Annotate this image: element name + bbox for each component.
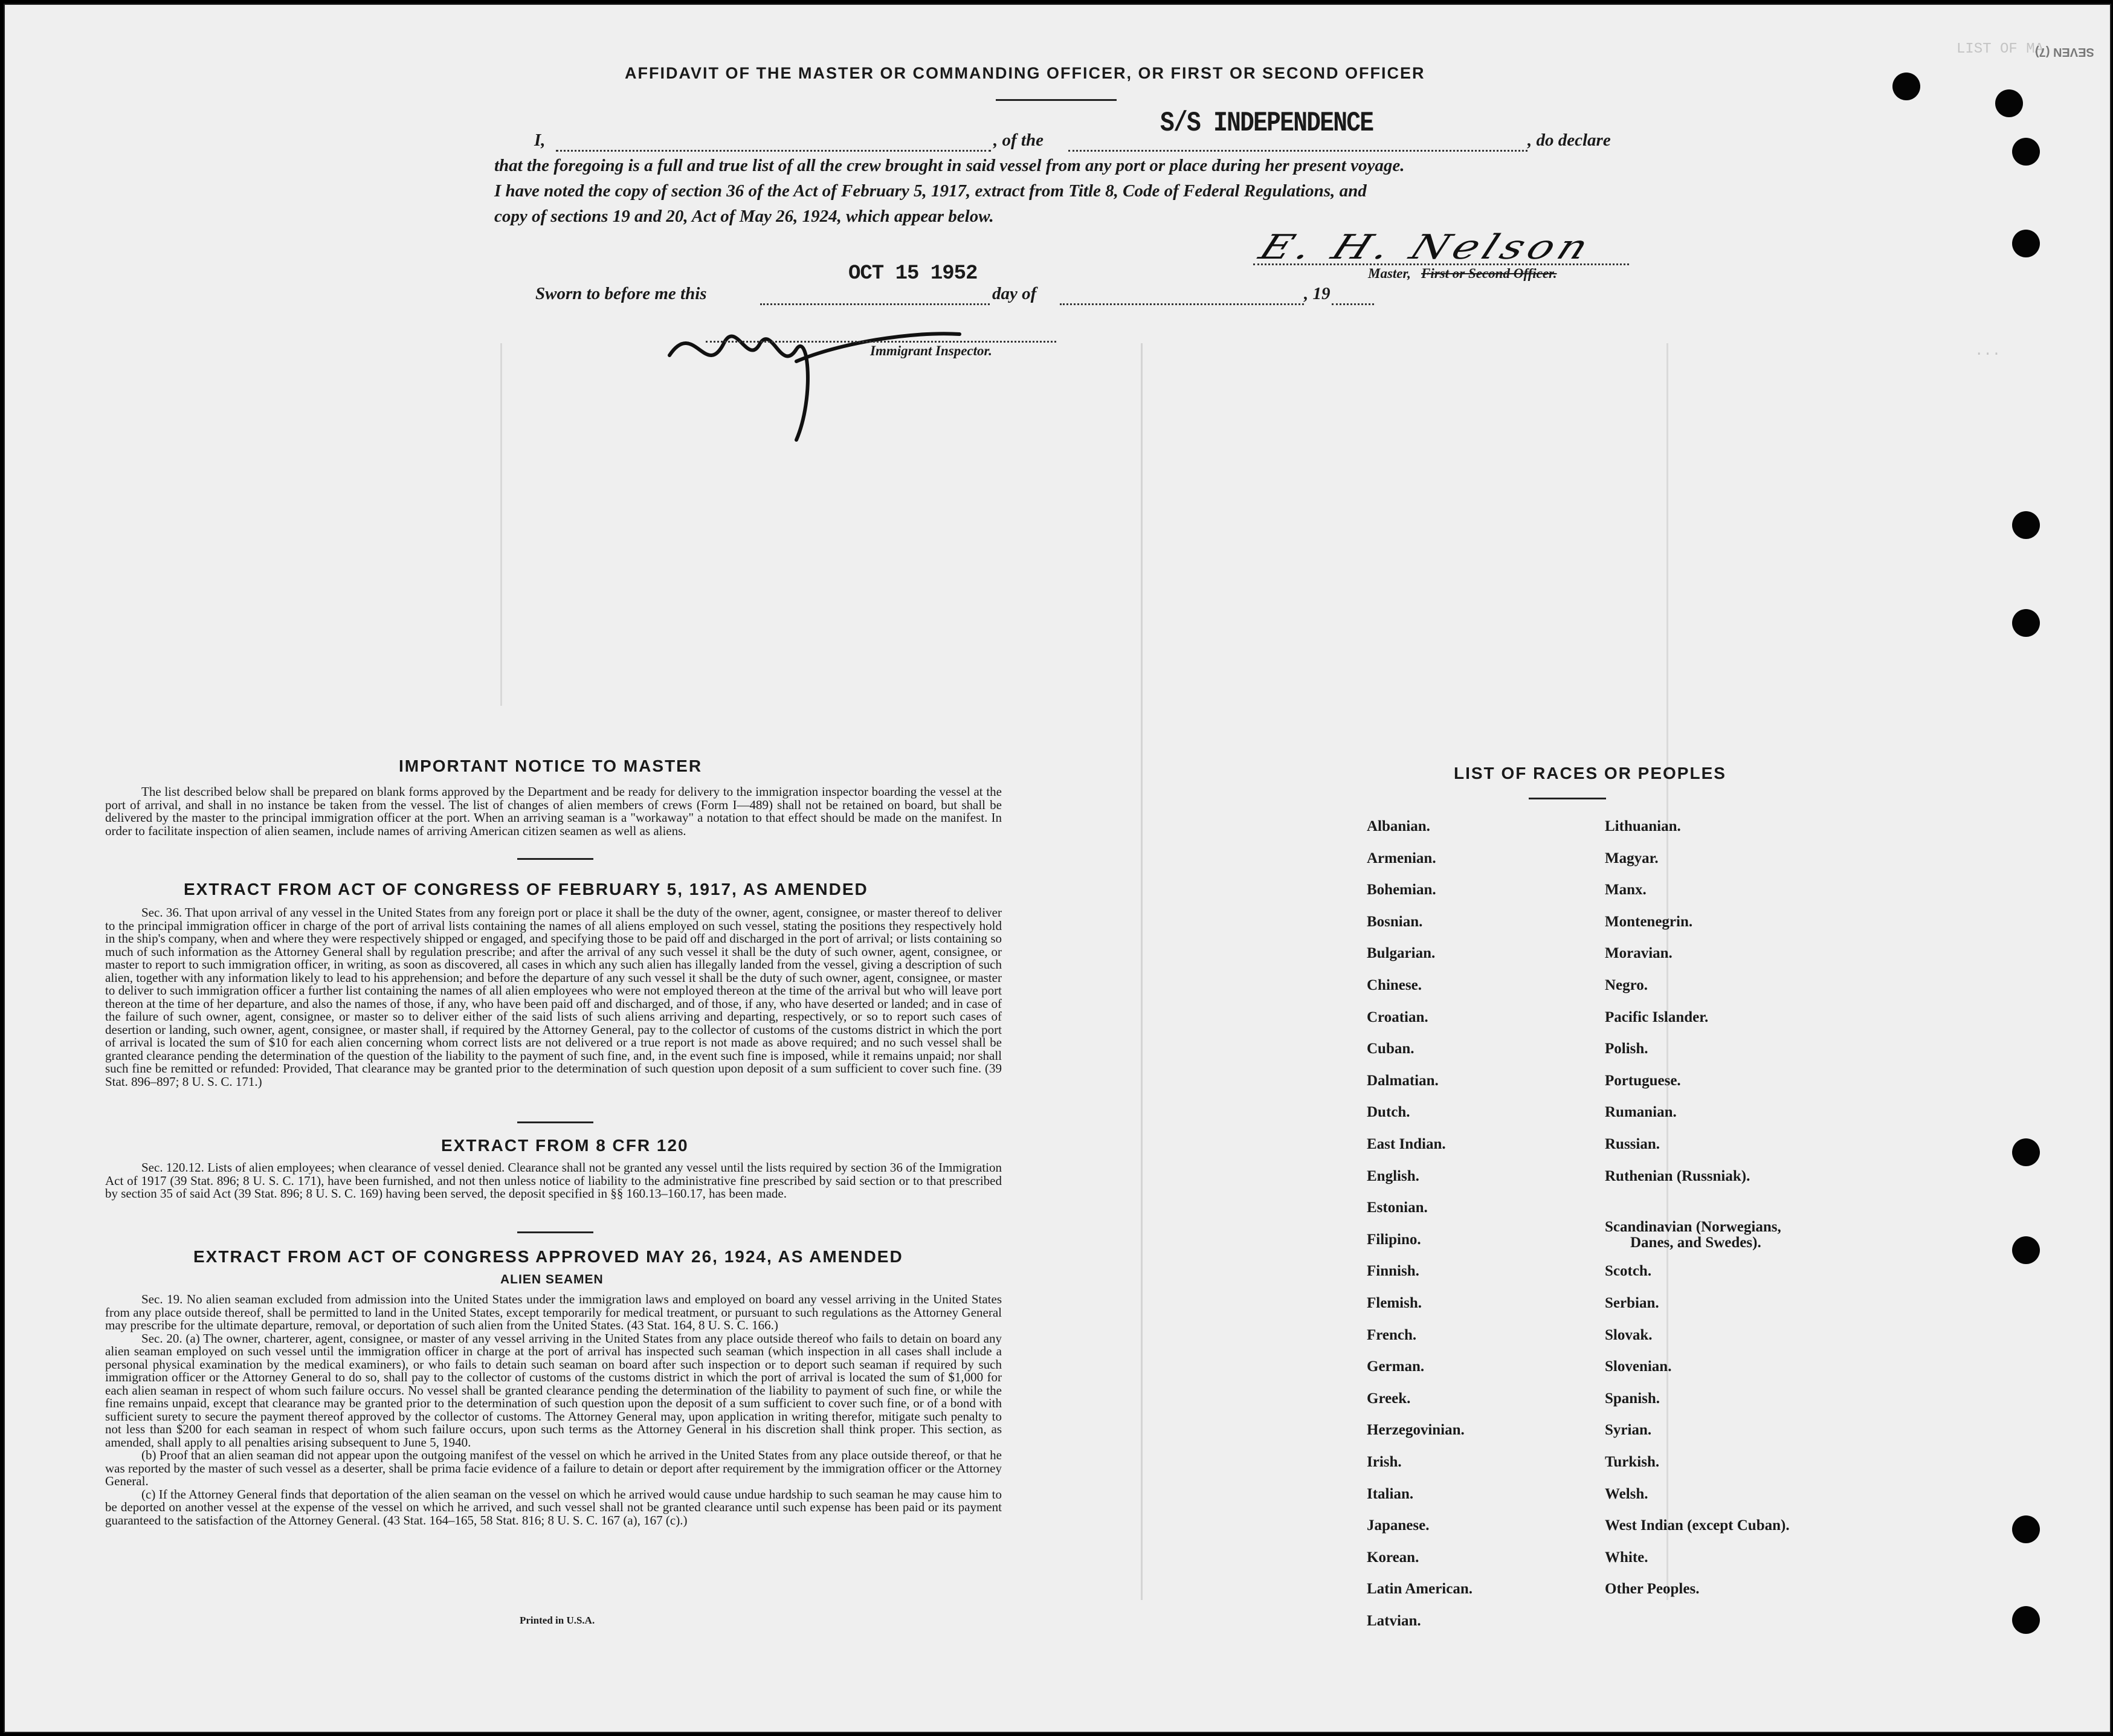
race-item: Latin American. [1367, 1581, 1473, 1598]
race-item: Armenian. [1367, 850, 1436, 866]
section-20c-text: (c) If the Attorney General finds that deportation of the alien seaman on the vessel on which he arrived would cause undue hardship to such seaman he may cause him to be deported on another vessel at the expense of the vessel on which he arrived, and such vessel shall not be granted clearance until such expense has been paid or its payment guaranteed to the satisfaction of the Attorney General. (43 Stat. 164–165, 58 Stat. 816; 8 U. S. C. 167 (a), 167 (c).) [105, 1486, 1002, 1528]
affidavit-line2: that the foregoing is a full and true list of all the crew brought in said vessel from any port or place during her present voyage. [494, 156, 1405, 175]
race-item: German. [1367, 1358, 1425, 1375]
date-stamp: OCT 15 1952 [848, 262, 978, 285]
title-rule [996, 99, 1117, 101]
race-item: Turkish. [1605, 1454, 1660, 1470]
race-item: Portuguese. [1605, 1072, 1681, 1089]
extract-1924-body [105, 1293, 1002, 1527]
extract-1924-title: EXTRACT FROM ACT OF CONGRESS APPROVED MAY 26, 1924, AS AMENDED [193, 1247, 903, 1266]
race-item: Greek. [1367, 1390, 1411, 1407]
cfr-body [105, 1161, 1002, 1201]
race-item: Japanese. [1367, 1517, 1430, 1534]
affidavit-line4: copy of sections 19 and 20, Act of May 26, 1924, which appear below. [494, 207, 994, 226]
binder-hole [2012, 511, 2040, 539]
races-rule [1529, 798, 1606, 799]
extract-1917-body [105, 906, 1002, 1088]
notice-text: The list described below shall be prepared on blank forms approved by the Department and be ready for delivery to the immigration inspector boarding the vessel at the port of arrival, and shall in no instance be taken from the vessel. The list of changes of alien members of crews (Form I—489) shall not be retained on board, but shall be delivered by the master to the principal immigration officer at the port. When an arriving seaman is a "workaway" a notation to that effect should be made on the manifest. In order to facilitate inspection of alien seamen, include names of arriving American citizen seamen as well as aliens. [105, 784, 1002, 838]
document-page: LIST OF MA ... SEVEN (7) AFFIDAVIT OF THE MASTER OR COMMANDING OFFICER, OR FIRST OR SECOND OFFICER I, , of the S/S INDEPENDENCE , do declare that the foregoing is a full and true list of all the crew brought in said vessel from any port or place during her present voyage. I have noted the copy of section 36 of the Act of February 5, 1917, extract from Title 8, Code of Federal Regulations, and copy of sections 19 and 20, Act of May 26, 1924, which appear below. E. H. Nelson Master, First or Second Officer. Sworn to before me this OCT 15 1952 day of , 19 Immigrant Inspector. IMPORTANT NOTICE TO MASTER The list described below shall be prepared on blank forms approved by the Department and be ready for delivery to the immigration inspector boarding the vessel at the port of arrival, and shall in no instance be taken from the vessel. The list of changes of alien members of crews (Form I—489) shall not be retained on board, but shall be delivered by the master to the principal immigration officer at the port. When an arriving seaman is a "workaway" a notation to that effect should be made on the manifest. In order to facilitate inspection of alien seamen, include names of arriving American citizen seamen as well as aliens. EXTRACT FROM ACT OF CONGRESS OF FEBRUARY 5, 1917, AS AMENDED Sec. 36. That upon arrival of any vessel in the United States from any foreign port or place it shall be the duty of the owner, agent, consignee, or master thereof to deliver to the principal immigration officer in charge of the port of arrival lists containing the names of all aliens employed on such vessel, stating the positions they respectively hold in the ship's company, when and where they were respectively shipped or engaged, and specifying those to be paid off and discharged in the port of arrival; or lists containing so much of such information as the Attorney General shall by regulation prescribe; and after the arrival of any such vessel it shall be the duty of such owner, agent, consignee, or master to report to such immigration officer, in writing, as soon as discovered, all cases in which any such alien has illegally landed from the vessel, giving a description of such alien, together with any information likely to lead to his apprehension; and before the departure of any such vessel it shall be the duty of such owner, agent, consignee, or master to deliver to such immigration officer a further list containing the names of all alien employees who were not employed thereon at the time of the arrival but who will leave port thereon at the time of her departure, and also the names of those, if any, who have been paid off and discharged, and of those, if any, who have deserted or landed; and in case of the failure of such owner, agent, consignee, or master so to deliver either of the said lists of such aliens arriving and departing, respectively, or so to report such cases of desertion or landing, such owner, agent, consignee, or master shall, if required by the Attorney General, pay to the collector of customs of the customs district in which the port of arrival is located the sum of $10 for each alien concerning whom correct lists are not delivered or a true report is not made as above required; and no such vessel shall be granted clearance pending the determination of the question of the liability to the payment of such fine, and, in the event such fine is imposed, while it remains unpaid; nor shall such fine be remitted or refunded: Provided, That clearance may be granted prior to the determination of such question upon deposit of a sum sufficient to cover such fine. (39 Stat. 896–897; 8 U. S. C. 171.) EXTRACT FROM 8 CFR 120 Sec. 120.12. Lists of alien employees; when clearance of vessel denied. Clearance shall not be granted any vessel until the lists required by section 36 of the Immigration Act of 1917 (39 Stat. 896; 8 U. S. C. 171), have been furnished, and not then unless notice of liability to the administrative fine prescribed by said section or to that prescribed by section 35 of said Act (39 Stat. 896; 8 U. S. C. 169) having been served, the deposit specified in §§ 160.13–160.17, has been made. EXTRACT FROM ACT OF CONGRESS APPROVED MAY 26, 1924, AS AMENDED ALIEN SEAMEN Sec. 19. No alien seaman excluded from admission into the United States under the immigration laws and employed on board any vessel arriving in the United States from any place outside thereof, shall be permitted to land in the United States, except temporarily for medical treatment, or pursuant to such regulations as the Attorney General may prescribe for the ultimate departure, removal, or deportation of such alien from the United States. (43 Stat. 164, 8 U. S. C. 166.) Sec. 20. (a) The owner, charterer, agent, consignee, or master of any vessel arriving in the United States from any place outside thereof who fails to detain on board any alien seaman employed on such vessel until the immigration officer in charge at the port of arrival has inspected such seaman (which inspection in all cases shall include a personal physical examination by the medical examiners), or who fails to detain such seaman on board after such inspection or to deport such seaman if required by such immigration officer or the Attorney General to do so, shall pay to the collector of customs of the customs district in which the port of arrival is located the sum of $1,000 for each alien seaman in respect of whom such failure occurs. No vessel shall be granted clearance pending the determination of the liability to payment of such fine, or while the fine remains unpaid, except that clearance may be granted prior to the determination of such question upon the deposit of a sum sufficient to cover such fine, or of a bond with sufficient surety to secure the payment thereof approved by the collector of customs. The Attorney General may, upon application in writing therefor, mitigate such penalty to not less than $200 for each seaman in respect of whom such failure occurs, upon such terms as the Attorney General in his discretion shall think proper. This section, as amended, shall apply to all penalties arising subsequent to June 5, 1940. (b) Proof that an alien seaman did not appear upon the outgoing manifest of the vessel on which he arrived in the United States from any place outside thereof, or that he was reported by the master of such vessel as a deserter, shall be prima facie evidence of a failure to detain or deport after requirement by the immigration officer or the Attorney General. (c) If the Attorney General finds that deportation of the alien seaman on the vessel on which he arrived would cause undue hardship to such seaman he may cause him to be deported on another vessel at the expense of the vessel on which he arrived, and such vessel shall not be granted clearance until such expense has been paid or its payment guaranteed to the satisfaction of the Attorney General. (43 Stat. 164–165, 58 Stat. 816; 8 U. S. C. 167 (a), 167 (c).) Printed in U.S.A. LIST OF RACES OR PEOPLES Albanian. Armenian. Bohemian. Bosnian. Bulgarian. Chinese. Croatian. Cuban. Dalmatian. Dutch. East Indian. English. Estonian. Filipino. Finnish. Flemish. French. German. Greek. Herzegovinian. Irish. Italian. Japanese. Korean. Latin American. Latvian. Lithuanian. Magyar. Manx. Montenegrin. Moravian. Negro. Pacific Islander. Polish. Portuguese. Rumanian. Russian. Ruthenian (Russniak). Scandinavian (Norwegians, Danes, and Swedes). Scotch. Serbian. Slovak. Slovenian. Spanish. Syrian. Turkish. Welsh. West Indian (except Cuban). White. Other Peoples. [4, 4, 2111, 1733]
race-item: Cuban. [1367, 1041, 1415, 1057]
race-item: Dutch. [1367, 1104, 1410, 1121]
vessel-name: S/S INDEPENDENCE [1160, 108, 1373, 139]
binder-hole [2012, 1138, 2040, 1166]
notice-rule [517, 858, 593, 860]
race-item: French. [1367, 1326, 1417, 1343]
master-label: Master, [1368, 266, 1411, 281]
race-item: Rumanian. [1605, 1104, 1677, 1121]
race-item: Manx. [1605, 882, 1647, 899]
race-item: Ruthenian (Russniak). [1605, 1167, 1750, 1184]
race-item: Bosnian. [1367, 913, 1423, 930]
race-item: Bulgarian. [1367, 945, 1436, 962]
race-item: Scotch. [1605, 1263, 1652, 1280]
race-item: Slovak. [1605, 1326, 1653, 1343]
master-signature: E. H. Nelson [1253, 227, 1599, 267]
section-20a-text: Sec. 20. (a) The owner, charterer, agent, consignee, or master of any vessel arriving in the United States from any place outside thereof who fails to detain on board any alien seaman employed on such vessel until the immigration officer in charge at the port of arrival has inspected such seaman (which inspection in all cases shall include a personal physical examination by the medical examiners), or who fails to detain such seaman on board after such inspection or to deport such seaman if required by such immigration officer or the Attorney General to do so, shall pay to the collector of customs of the customs district in which the port of arrival is located the sum of $1,000 for each alien seaman in respect of whom such failure occurs. No vessel shall be granted clearance pending the determination of the liability to payment of such fine, or while the fine remains unpaid, except that clearance may be granted prior to the determination of such question upon the deposit of a sum sufficient to cover such fine, or of a bond with sufficient surety to secure the payment thereof approved by the collector of customs. The Attorney General may, upon application in writing therefor, mitigate such penalty to not less than $200 for each seaman in respect of whom such failure occurs, upon such terms as the Attorney General in his discretion shall think proper. This section, as amended, shall apply to all penalties arising subsequent to June 5, 1940. [105, 1331, 1002, 1450]
race-item: Finnish. [1367, 1263, 1419, 1280]
affidavit-i: I, [534, 131, 546, 150]
races-title: LIST OF RACES OR PEOPLES [1454, 764, 1726, 782]
binder-hole [2012, 1236, 2040, 1264]
race-item: Russian. [1605, 1136, 1660, 1152]
race-item: Croatian. [1367, 1008, 1428, 1025]
affidavit-declare: , do declare [1527, 131, 1611, 150]
corner-mark: SEVEN (7) [2035, 45, 2094, 59]
race-item: Slovenian. [1605, 1358, 1672, 1375]
race-item: Pacific Islander. [1605, 1008, 1709, 1025]
affidavit-title: AFFIDAVIT OF THE MASTER OR COMMANDING OFFICER, OR FIRST OR SECOND OFFICER [625, 64, 1425, 82]
race-item: Danes, and Swedes). [1630, 1234, 1761, 1251]
race-item: Spanish. [1605, 1390, 1660, 1407]
notice-body [105, 786, 1002, 837]
section-20b-text: (b) Proof that an alien seaman did not appear upon the outgoing manifest of the vessel on which he arrived in the United States from any place outside thereof, or that he was reported by the master of such vessel as a deserter, shall be prima facie evidence of a failure to detain or deport after requirement by the immigration officer or the Attorney General. [105, 1448, 1002, 1488]
race-item: Welsh. [1605, 1485, 1648, 1502]
cfr-text: Sec. 120.12. Lists of alien employees; when clearance of vessel denied. Clearance shall not be granted any vessel until the lists required by section 36 of the Immigration Act of 1917 (39 Stat. 896; 8 U. S. C. 171), have been furnished, and not then unless notice of liability to the administrative fine prescribed by said section or to that prescribed by section 35 of said Act (39 Stat. 896; 8 U. S. C. 169) having been served, the deposit specified in §§ 160.13–160.17, has been made. [105, 1160, 1002, 1201]
alien-seamen-subtitle: ALIEN SEAMEN [500, 1273, 604, 1286]
vessel-blank [1068, 150, 1527, 152]
cfr-title: EXTRACT FROM 8 CFR 120 [441, 1136, 689, 1155]
race-item: Albanian. [1367, 818, 1430, 834]
race-item: Herzegovinian. [1367, 1422, 1465, 1439]
day-of-label: day of [992, 284, 1037, 303]
binder-hole [2012, 609, 2040, 637]
race-item: Filipino. [1367, 1231, 1421, 1248]
name-blank [556, 150, 991, 152]
race-item: English. [1367, 1167, 1419, 1184]
race-item: Magyar. [1605, 850, 1659, 866]
race-item: Dalmatian. [1367, 1072, 1439, 1089]
race-item: Syrian. [1605, 1422, 1652, 1439]
race-item: Other Peoples. [1605, 1581, 1700, 1598]
struck-officer-label: First or Second Officer. [1421, 266, 1557, 281]
sworn-day-blank [760, 303, 990, 305]
extract-1917-title: EXTRACT FROM ACT OF CONGRESS OF FEBRUARY 5, 1917, AS AMENDED [184, 880, 868, 899]
race-item: Montenegrin. [1605, 913, 1693, 930]
year-blank [1332, 303, 1374, 305]
binder-hole [2012, 1606, 2040, 1634]
race-item: Bohemian. [1367, 882, 1436, 899]
inspector-line [706, 341, 1056, 343]
race-item: White. [1605, 1549, 1648, 1566]
binder-hole [1995, 89, 2023, 117]
binder-hole [1892, 73, 1920, 100]
cfr-rule [517, 1231, 593, 1233]
race-item: West Indian (except Cuban). [1605, 1517, 1790, 1534]
inspector-signature-drawing [657, 307, 972, 452]
section-19-text: Sec. 19. No alien seaman excluded from admission into the United States under the immigration laws and employed on board any vessel arriving in the United States from any place outside thereof, shall be permitted to land in the United States, except temporarily for medical treatment, or pursuant to such regulations as the Attorney General may prescribe for the ultimate departure, removal, or deportation of such alien from the United States. (43 Stat. 164, 8 U. S. C. 166.) [105, 1292, 1002, 1332]
printed-in-usa: Printed in U.S.A. [520, 1615, 595, 1626]
race-item: Italian. [1367, 1485, 1414, 1502]
race-item: Estonian. [1367, 1199, 1428, 1216]
notice-title: IMPORTANT NOTICE TO MASTER [399, 757, 703, 775]
race-item: Irish. [1367, 1454, 1402, 1470]
race-item: Negro. [1605, 977, 1648, 993]
race-item: Korean. [1367, 1549, 1419, 1566]
section-36-text: Sec. 36. That upon arrival of any vessel in the United States from any foreign port or place it shall be the duty of the owner, agent, consignee, or master thereof to deliver to the principal immigration officer in charge of the port of arrival lists containing the names of all aliens employed on such vessel, stating the positions they respectively hold in the ship's company, when and where they were respectively shipped or engaged, and specifying those to be paid off and discharged in the port of arrival; or lists containing so much of such information as the Attorney General shall by regulation prescribe; and after the arrival of any such vessel it shall be the duty of such owner, agent, consignee, or master to report to such immigration officer, in writing, as soon as discovered, all cases in which any such alien has illegally landed from the vessel, giving a description of such alien, together with any information likely to lead to his apprehension; and before the departure of any such vessel it shall be the duty of such owner, agent, consignee, or master to deliver to such immigration officer a further list containing the names of all alien employees who were not employed thereon at the time of the arrival but who will leave port thereon at the time of her departure, and also the names of those, if any, who have been paid off and discharged, and of those, if any, who have deserted or landed; and in case of the failure of such owner, agent, consignee, or master so to deliver either of the said lists of such aliens arriving and departing, respectively, or so to report such cases of desertion or landing, such owner, agent, consignee, or master shall, if required by the Attorney General, pay to the collector of customs of the customs district in which the port of arrival is located the sum of $10 for each alien concerning whom correct lists are not delivered or a true report is not made as above required; and no such vessel shall be granted clearance pending the determination of the question of the liability to the payment of such fine, and, in the event such fine is imposed, while it remains unpaid; nor shall such fine be remitted or refunded: Provided, That clearance may be granted prior to the determination of such question upon deposit of a sum sufficient to cover such fine. (39 Stat. 896–897; 8 U. S. C. 171.) [105, 905, 1002, 1089]
race-item: Latvian. [1367, 1613, 1421, 1629]
race-item: East Indian. [1367, 1136, 1446, 1152]
master-signature-line [1253, 263, 1629, 265]
affidavit-of-the: , of the [993, 131, 1044, 150]
race-item: Serbian. [1605, 1295, 1659, 1311]
inspector-signature [663, 319, 665, 320]
binder-hole [2012, 1515, 2040, 1543]
race-item: Scandinavian (Norwegians, [1605, 1218, 1781, 1235]
race-item: Lithuanian. [1605, 818, 1681, 834]
affidavit-line3: I have noted the copy of section 36 of the Act of February 5, 1917, extract from Title 8, Code of Federal Regulations, and [494, 181, 1367, 201]
race-item: Moravian. [1605, 945, 1673, 962]
binder-hole [2012, 230, 2040, 257]
binder-hole [2012, 138, 2040, 166]
race-item: Polish. [1605, 1041, 1648, 1057]
race-item: Chinese. [1367, 977, 1422, 993]
extract-1917-rule [517, 1121, 593, 1123]
inspector-label: Immigrant Inspector. [870, 343, 992, 358]
year-label: , 19 [1304, 284, 1331, 303]
month-blank [1060, 303, 1304, 305]
race-item: Flemish. [1367, 1295, 1422, 1311]
sworn-label: Sworn to before me this [535, 284, 707, 303]
